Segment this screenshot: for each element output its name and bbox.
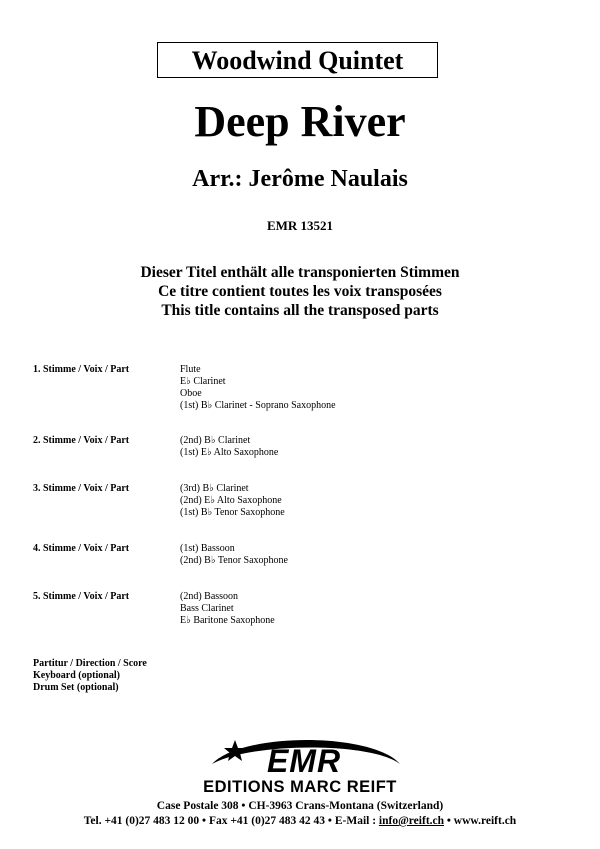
extra-parts	[33, 658, 147, 694]
logo-publisher-text: EDITIONS MARC REIFT	[203, 778, 397, 794]
instrument: E♭ Baritone Saxophone	[180, 615, 275, 626]
publisher-address: Case Postale 308 • CH-3963 Crans-Montana (Switzerland)	[156, 800, 444, 812]
part-instruments-3	[180, 483, 285, 519]
part-label-5: 5. Stimme / Voix / Part	[33, 591, 130, 602]
extra-part: Drum Set (optional)	[33, 682, 119, 693]
logo-emr-text: EMR	[266, 743, 342, 779]
instrument: Oboe	[180, 388, 202, 399]
email-link[interactable]: info@reift.ch	[378, 815, 445, 827]
part-instruments-1	[180, 364, 336, 412]
transposition-notice	[0, 263, 600, 320]
emr-logo	[172, 734, 428, 794]
catalog-number: EMR 13521	[266, 218, 334, 233]
part-label-2: 2. Stimme / Voix / Part	[33, 435, 130, 446]
part-label-4: 4. Stimme / Voix / Part	[33, 543, 130, 554]
instrument: (2nd) B♭ Tenor Saxophone	[180, 555, 288, 566]
piece-title: Deep River	[194, 97, 406, 146]
website: • www.reift.ch	[444, 815, 517, 827]
notice-line-en: This title contains all the transposed parts	[161, 302, 439, 319]
instrument: E♭ Clarinet	[180, 376, 226, 387]
instrument: (1st) E♭ Alto Saxophone	[180, 447, 279, 458]
part-instruments-4	[180, 543, 288, 567]
instrument: (3rd) B♭ Clarinet	[180, 483, 249, 494]
instrument: Flute	[180, 364, 201, 375]
instrument: (2nd) Bassoon	[180, 591, 239, 602]
part-label-1: 1. Stimme / Voix / Part	[33, 364, 130, 375]
publisher-contact	[0, 814, 600, 828]
extra-part: Keyboard (optional)	[33, 670, 120, 681]
instrument: (2nd) E♭ Alto Saxophone	[180, 495, 282, 506]
notice-line-fr: Ce titre contient toutes les voix transposées	[158, 283, 442, 300]
notice-line-de: Dieser Titel enthält alle transponierten Stimmen	[140, 264, 460, 281]
extra-part: Partitur / Direction / Score	[33, 658, 147, 669]
contact-phone-fax: Tel. +41 (0)27 483 12 00 • Fax +41 (0)27 483 42 43 • E-Mail :	[83, 815, 379, 827]
logo-star-icon	[224, 740, 246, 761]
instrument: (2nd) B♭ Clarinet	[180, 435, 251, 446]
part-label-3: 3. Stimme / Voix / Part	[33, 483, 130, 494]
instrument: (1st) B♭ Tenor Saxophone	[180, 507, 285, 518]
part-instruments-2	[180, 435, 278, 459]
instrument: Bass Clarinet	[180, 603, 234, 614]
part-instruments-5	[180, 591, 275, 627]
ensemble-box: Woodwind Quintet	[157, 42, 438, 78]
instrument: (1st) B♭ Clarinet - Soprano Saxophone	[180, 400, 336, 411]
arranger: Arr.: Jerôme Naulais	[192, 166, 408, 192]
instrument: (1st) Bassoon	[180, 543, 235, 554]
